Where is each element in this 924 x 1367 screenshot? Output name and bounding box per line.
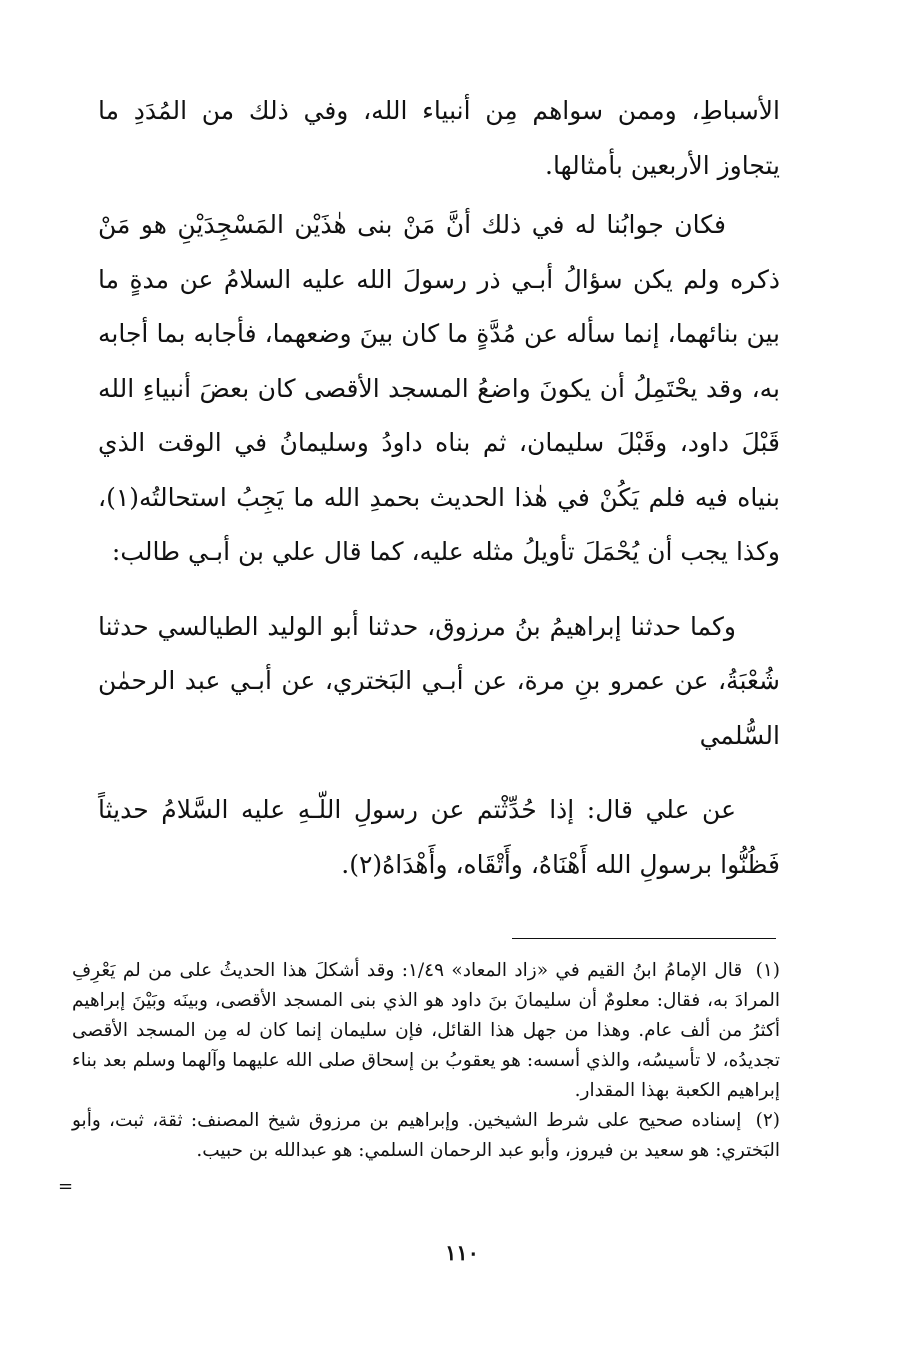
page-number: ١١٠ xyxy=(445,1240,479,1265)
main-text xyxy=(98,84,780,892)
footnote-2 xyxy=(72,1106,780,1166)
footnote-2-number: (٢) xyxy=(755,1110,780,1131)
paragraph-2: فكان جوابُنا له في ذلك أنَّ مَنْ بنى هٰذَيْن المَسْجِدَيْنِ هو مَنْ ذكره ولم يكن سؤالُ أبـي ذر رسولَ الله عليه السلامُ عن مدةٍ ما بين بنائهما، إنما سأله عن مُدَّةٍ ما كان بينَ وضعهما، فأجابه بما أجابه به، وقد يحْتَمِلُ أن يكونَ واضعُ المسجد الأقصى كان بعضَ أنبياءِ الله قَبْلَ داود، وقَبْلَ سليمان، ثم بناه داودُ وسليمانُ في الوقت الذي بنياه فيه فلم يَكُنْ في هٰذا الحديث بحمدِ الله ما يَجِبُ استحالتُه(١)، وكذا يجب أن يُحْمَلَ تأويلُ مثله عليه، كما قال علي بن أبـي طالب: xyxy=(98,210,780,566)
footnote-1 xyxy=(72,956,780,1106)
footnote-2-text: إسناده صحيح على شرط الشيخين. وإبراهيم بن مرزوق شيخ المصنف: ثقة، ثبت، وأبو البَختري: هو سعيد بن فيروز، وأبو عبد الرحمان السلمي: هو عبدالله بن حبيب. xyxy=(72,1110,780,1161)
footnote-1-text: قال الإمامُ ابنُ القيم في «زاد المعاد» ١/٤٩: وقد أشكلَ هذا الحديثُ على من لم يَعْرِفِ المرادَ به، فقال: معلومٌ أن سليمانَ بنَ داود هو الذي بنى المسجد الأقصى، وبينَه وبَيْنَ إبراهيم أكثرُ من ألف عام. وهذا من جهل هذا القائل، فإن سليمان إنما كان له مِن المسجد الأقصى تجديدُه، لا تأسيسُه، والذي أسسه: هو يعقوبُ بن إسحاق صلى الله عليهما وآلهما وسلم بعد بناء إبراهيم الكعبة بهذا المقدار. xyxy=(72,960,780,1101)
continuation-mark: = xyxy=(58,1176,74,1197)
paragraph-4: عن علي قال: إذا حُدِّثْتم عن رسولِ اللّـهِ عليه السَّلامُ حديثاً فَظُنُّوا برسولِ الله أَهْنَاهُ، وأَتْقَاه، وأَهْدَاهُ(٢). xyxy=(98,795,780,879)
paragraph-3: وكما حدثنا إبراهيمُ بنُ مرزوق، حدثنا أبو الوليد الطيالسي حدثنا شُعْبَةُ، عن عمرو بنِ مرة، عن أبـي البَختري، عن أبـي عبد الرحمٰن السُّلمي xyxy=(98,611,780,750)
footnote-1-number: (١) xyxy=(755,960,780,981)
paragraph-1: الأسباطِ، وممن سواهم مِن أنبياء الله، وفي ذلك من المُدَدِ ما يتجاوز الأربعين بأمثالها. xyxy=(98,96,780,180)
footnote-separator xyxy=(512,938,776,939)
footnotes-section xyxy=(72,956,780,1166)
